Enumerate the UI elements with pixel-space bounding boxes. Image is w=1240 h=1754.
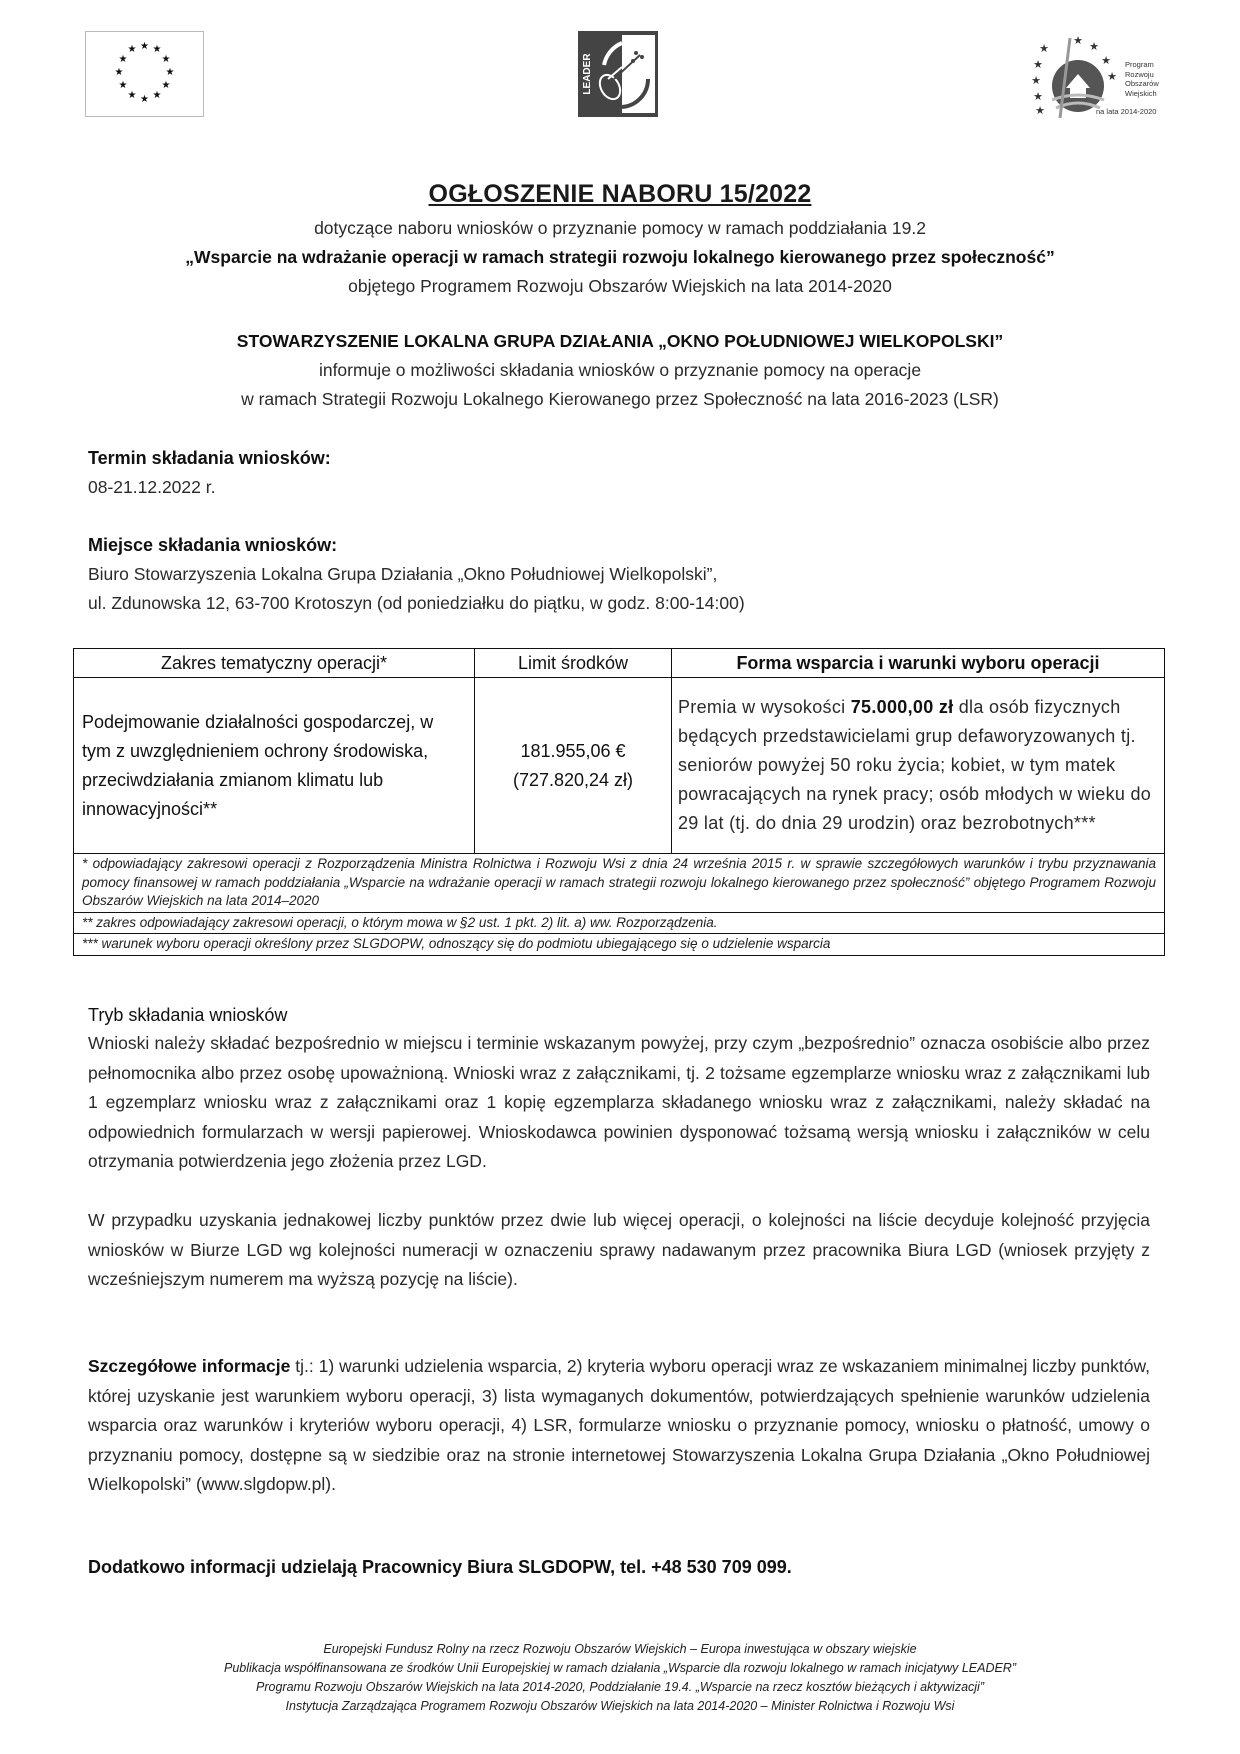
- svg-text:★: ★: [118, 80, 128, 91]
- svg-text:★: ★: [165, 67, 175, 78]
- place-label: Miejsce składania wniosków:: [88, 535, 338, 555]
- column-header-topic: Zakres tematyczny operacji*: [74, 649, 475, 678]
- svg-text:★: ★: [1101, 55, 1111, 67]
- eu-flag-icon: [85, 31, 204, 117]
- svg-text:★: ★: [118, 54, 128, 65]
- footer-line-1: Europejski Fundusz Rolny na rzecz Rozwoju Obszarów Wiejskich – Europa inwestująca w obszary wiejskie: [323, 1642, 917, 1656]
- svg-text:LEADER: LEADER: [582, 53, 593, 95]
- table-header-row: [74, 649, 1165, 678]
- call-table: [73, 648, 1165, 956]
- svg-text:★: ★: [140, 94, 149, 105]
- details-label: Szczegółowe informacje: [88, 1356, 291, 1376]
- place-line-1: Biuro Stowarzyszenia Lokalna Grupa Działania „Okno Południowej Wielkopolski”,: [88, 564, 718, 584]
- table-note-row: [74, 854, 1165, 913]
- footnote-1: * odpowiadający zakresowi operacji z Rozporządzenia Ministra Rolnictwa i Rozwoju Wsi z dnia 24 września 2015 r. w sprawie szczegółowych warunków i trybu przyznawania pomocy finansowej w ramach poddziałania „Wsparcie na wdrażanie operacji w ramach strategii rozwoju lokalnego kierowanego przez społeczność” objętego Programem Rozwoju Obszarów Wiejskich na lata 2014–2020: [74, 854, 1165, 913]
- form-prefix: Premia w wysokości: [678, 697, 851, 717]
- prow-logo-years: na lata 2014-2020: [1096, 107, 1157, 116]
- svg-text:★: ★: [161, 80, 171, 91]
- svg-text:★: ★: [127, 90, 137, 101]
- column-header-limit: Limit środków: [475, 649, 672, 678]
- limit-eur: 181.955,06 €: [520, 740, 626, 761]
- footnote-2: ** zakres odpowiadający zakresowi operacji, o którym mowa w §2 ust. 1 pkt. 2) lit. a) ww. Rozporządzenia.: [74, 912, 1165, 934]
- footer: [0, 1640, 1240, 1716]
- mode-label: Tryb składania wniosków: [88, 1005, 288, 1025]
- svg-text:★: ★: [1089, 41, 1099, 53]
- svg-text:★: ★: [161, 54, 171, 65]
- svg-text:★: ★: [127, 44, 137, 55]
- deadline-value: 08-21.12.2022 r.: [88, 477, 216, 497]
- mode-paragraph-2: W przypadku uzyskania jednakowej liczby punktów przez dwie lub więcej operacji, o kolejności na liście decyduje kolejność przyjęcia wniosków w Biurze LGD wg kolejności numeracji w oznaczeniu sprawy nadawanym przez pracownika Biura LGD (wniosek przyjęty z wcześniejszym numerem ma wyższą pozycję na liście).: [88, 1210, 1150, 1289]
- premium-amount: 75.000,00 zł: [850, 697, 954, 717]
- logo-bar: [0, 0, 1240, 140]
- limit-pln: (727.820,24 zł): [512, 769, 634, 790]
- header-line-strategy: w ramach Strategii Rozwoju Lokalnego Kierowanego przez Społeczność na lata 2016-2023 (LSR): [241, 389, 999, 409]
- table-row: [74, 678, 1165, 854]
- table-note-row: [74, 934, 1165, 956]
- details-text: tj.: 1) warunki udzielenia wsparcia, 2) kryteria wyboru operacji wraz ze wskazaniem minimalnej liczby punktów, której uzyskanie jest warunkiem wyboru operacji, 3) lista wymaganych dokumentów, potwierdzających spełnienie warunków udzielenia wsparcia oraz warunków i kryteriów wyboru operacji, 4) LSR, formularze wniosku o przyznanie pomocy, wniosku o płatność, umowy o przyznaniu pomocy, dostępne są w siedzibie oraz na stronie internetowej Stowarzyszenia Lokalna Grupa Działania „Okno Południowej Wielkopolski” (www.slgdopw.pl).: [88, 1356, 1151, 1494]
- place-line-2: ul. Zdunowska 12, 63-700 Krotoszyn (od poniedziałku do piątku, w godz. 8:00-14:00): [88, 593, 745, 613]
- footer-line-2: Publikacja współfinansowana ze środków Unii Europejskiej w ramach działania „Wsparcie dla rozwoju lokalnego w ramach inicjatywy LEADER”: [223, 1661, 1016, 1675]
- svg-text:★: ★: [152, 44, 162, 55]
- svg-text:★: ★: [1033, 91, 1043, 103]
- header-line-programme: objętego Programem Rozwoju Obszarów Wiejskich na lata 2014-2020: [348, 276, 892, 296]
- header-organization-name: STOWARZYSZENIE LOKALNA GRUPA DZIAŁANIA „OKNO POŁUDNIOWEJ WIELKOPOLSKI”: [236, 331, 1004, 351]
- details-paragraph: [88, 1352, 1150, 1500]
- deadline-label: Termin składania wniosków:: [88, 448, 331, 468]
- svg-text:★: ★: [1039, 43, 1049, 55]
- svg-text:★: ★: [1035, 105, 1045, 117]
- cell-limit: [475, 678, 672, 854]
- cell-form: [672, 678, 1165, 854]
- footer-line-3: Programu Rozwoju Obszarów Wiejskich na lata 2014-2020, Poddziałanie 19.4. „Wsparcie na rzecz kosztów bieżących i aktywizacji”: [256, 1680, 984, 1694]
- header-line-subaction: dotyczące naboru wniosków o przyznanie pomocy w ramach poddziałania 19.2: [314, 218, 926, 238]
- table-note-row: [74, 912, 1165, 934]
- contact-info: Dodatkowo informacji udzielają Pracownicy Biura SLGDOPW, tel. +48 530 709 099.: [88, 1557, 792, 1577]
- mode-paragraph-1: Wnioski należy składać bezpośrednio w miejscu i terminie wskazanym powyżej, przy czym „bezpośrednio” oznacza osobiście albo przez pełnomocnika albo przez osobę upoważnioną. Wnioski wraz z załącznikami, tj. 2 tożsame egzemplarze wniosku wraz z załącznikami lub 1 egzemplarz wniosku wraz z załącznikami oraz 1 kopię egzemplarza składanego wniosku wraz z załącznikami, należy składać na odpowiednich formularzach w wersji papierowej. Wnioskodawca powinien dysponować tożsamą wersją wniosku i załączników w celu otrzymania potwierdzenia jego złożenia przez LGD.: [88, 1033, 1150, 1171]
- header-line-measure-name: „Wsparcie na wdrażanie operacji w ramach strategii rozwoju lokalnego kierowanego przez społeczność”: [185, 247, 1055, 267]
- footnote-3: *** warunek wyboru operacji określony przez SLGDOPW, odnoszący się do podmiotu ubiegającego się o udzielenie wsparcia: [74, 934, 1165, 956]
- svg-text:★: ★: [1031, 75, 1041, 87]
- column-header-form: Forma wsparcia i warunki wyboru operacji: [672, 649, 1165, 678]
- svg-text:★: ★: [1073, 35, 1083, 47]
- prow-logo-text: Program Rozwoju Obszarów Wiejskich: [1125, 60, 1159, 98]
- svg-text:★: ★: [114, 67, 124, 78]
- prow-logo-icon: [1030, 28, 1175, 120]
- header-line-informs: informuje o możliwości składania wniosków o przyznanie pomocy na operacje: [318, 360, 922, 380]
- form-conditions: dla osób fizycznych będących przedstawicielami grup defaworyzowanych tj. seniorów powyżej 50 roku życia; kobiet, w tym matek powracających na rynek pracy; osób młodych w wieku do 29 lat (tj. do dnia 29 urodzin) oraz bezrobotnych***: [678, 697, 1152, 833]
- page-title: OGŁOSZENIE NABORU 15/2022: [428, 180, 812, 208]
- svg-text:★: ★: [1107, 71, 1117, 83]
- svg-text:★: ★: [152, 90, 162, 101]
- cell-topic: Podejmowanie działalności gospodarczej, w tym z uwzględnieniem ochrony środowiska, przeciwdziałania zmianom klimatu lub innowacyjności**: [74, 678, 475, 854]
- footer-line-4: Instytucja Zarządzająca Programem Rozwoju Obszarów Wiejskich na lata 2014-2020 – Minister Rolnictwa i Rozwoju Wsi: [285, 1699, 955, 1713]
- leader-logo-icon: [578, 31, 658, 117]
- svg-text:★: ★: [140, 41, 149, 52]
- svg-text:★: ★: [1033, 59, 1043, 71]
